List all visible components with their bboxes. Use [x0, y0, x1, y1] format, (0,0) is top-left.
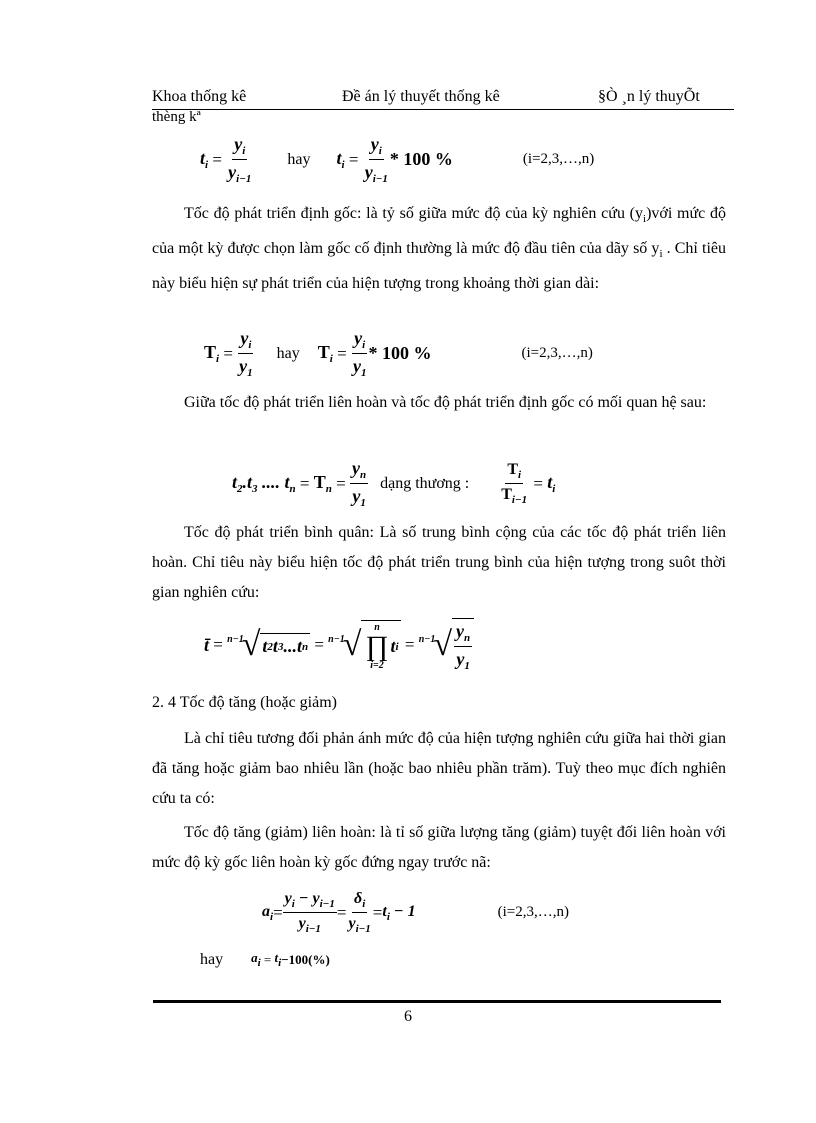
- header-left: Khoa thống kê: [152, 88, 247, 105]
- formula-average-rate: t̄ = n−1 √ t 2 t 3 ...t n = n−1 √ n ∏ i=2 t i = n−1 √ $\frac{y_n}{y_1}$: [204, 618, 474, 672]
- header-rule: [152, 109, 734, 110]
- paragraph-relation: Giữa tốc độ phát triển liên hoàn và tốc độ phát triển định gốc có mối quan hệ sau:: [184, 394, 707, 411]
- header-center: Đề án lý thuyết thống kê: [342, 88, 500, 105]
- formula-chain-growth: $a_i$ = $\frac{y_i - y_{i-1}}{y_{i-1}}$ = $\frac{\delta_i}{y_{i-1}}$ = $t_i - 1$ (i=2,3,…,n): [262, 890, 569, 935]
- formula-growth-percent: hay $a_i$ = $t_i$ −100(%): [200, 950, 330, 969]
- formula-chain-rate: $t_i$ = $\frac{y_i}{y_{i-1}}$ hay $t_i$ = $\frac{y_i}{y_{i-1}}$ * 100 % (i=2,3,…,n): [200, 134, 595, 185]
- header-right: §Ò ¸n lý thuyÕt: [598, 88, 700, 105]
- formula-relation: $t_2.t_3$ .... $t_n$ = $T_n$ = $\frac{y_n}{y_1}$ dạng thương : $\frac{T_i}{T_{i-1}}$ = $t_i$: [232, 458, 556, 509]
- paragraph-growth-rate: Là chỉ tiêu tương đối phản ánh mức độ của hiện tượng nghiên cứu giữa hai thời gian đã tăng hoặc giảm bao nhiêu lần (hoặc bao nhiêu phần trăm). Tuỳ theo mục đích nghiên cứu ta có:: [152, 730, 726, 807]
- header-wrap: thèng kª: [152, 109, 201, 125]
- page-number: 6: [404, 1008, 412, 1025]
- paragraph-chain-growth: Tốc độ tăng (giảm) liên hoàn: là tỉ số giữa lượng tăng (giảm) tuyệt đối liên hoàn với mức độ kỳ gốc liên hoàn kỳ gốc đứng ngay trước nã:: [152, 824, 726, 871]
- paragraph-average-rate: Tốc độ phát triển bình quân: Là số trung bình cộng của các tốc độ phát triển liên hoàn. Chỉ tiêu này biểu hiện tốc độ phát triển trung bình của hiện tượng trong suôt thời gian nghiên cứu:: [152, 524, 726, 601]
- footer-rule: [153, 1000, 721, 1003]
- section-heading: 2. 4 Tốc độ tăng (hoặc giảm): [152, 694, 337, 711]
- paragraph-fixed-base-rate: Tốc độ phát triển định gốc: là tỷ số giữa mức độ của kỳ nghiên cứu $(y_i)với$ mức độ của một kỳ được chọn làm gốc cố định thường là mức độ đầu tiên của dãy số $y_i$ . Chỉ tiêu này biểu hiện sự phát triển của hiện tượng trong khoảng thời gian dài:: [152, 205, 727, 292]
- formula-fixed-base-rate: $T_i$ = $\frac{y_i}{y_1}$ hay $T_i$ = $\frac{y_i}{y_1}$ * 100 % (i=2,3,…,n): [204, 328, 593, 379]
